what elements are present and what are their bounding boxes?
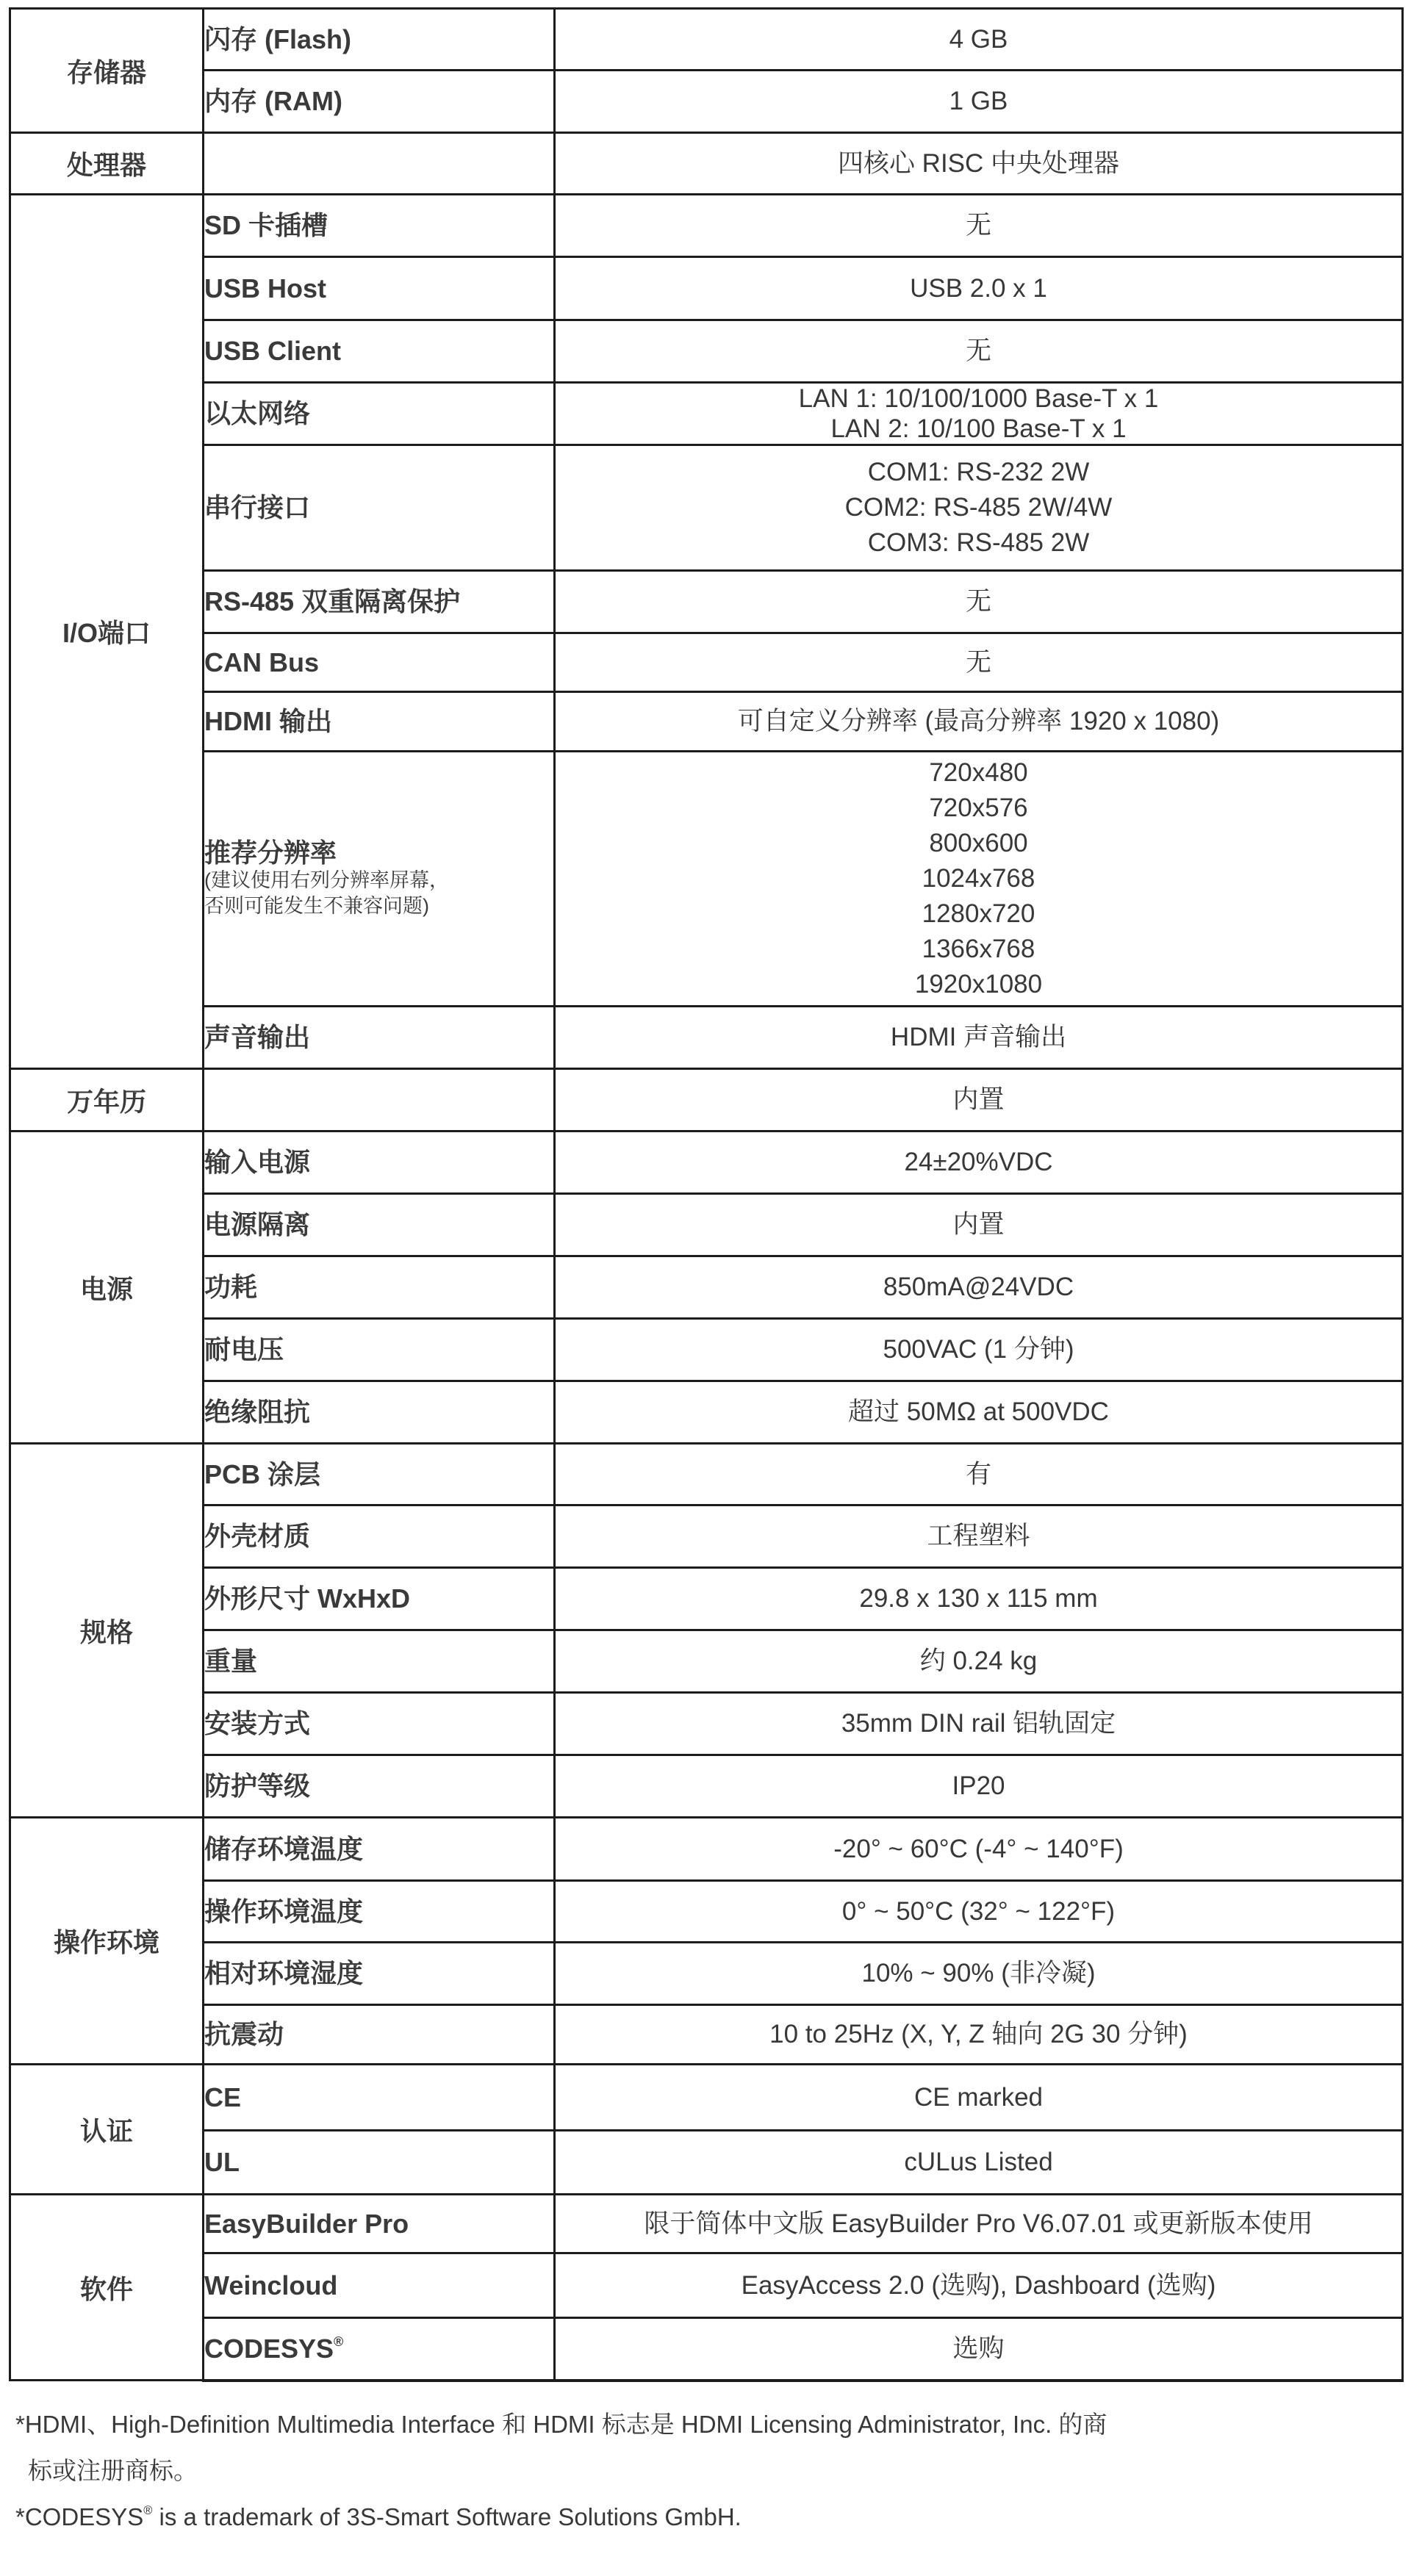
registered-trademark-symbol: ® <box>143 2504 153 2518</box>
row-mounting <box>10 1693 1403 1755</box>
item-value <box>555 692 1403 752</box>
item-note: (建议使用右列分辨率屏幕， <box>204 869 449 891</box>
row-isolation-resistance <box>10 1381 1403 1444</box>
item-value <box>555 1069 1403 1132</box>
item-label: 外形尺寸 WxHxD <box>204 1568 555 1630</box>
item-value <box>555 633 1403 692</box>
row-storage-temperature <box>10 1818 1403 1881</box>
value-line: -20° ~ 60°C (-4° ~ 140°F) <box>833 1834 1124 1863</box>
item-label: 以太网络 <box>204 383 555 445</box>
row-can-bus <box>10 633 1403 692</box>
row-usb-client <box>10 320 1403 383</box>
group-rtc: 万年历 <box>10 1069 204 1132</box>
resolution-line: 1366x768 <box>922 935 1035 963</box>
item-value <box>555 71 1403 133</box>
value-line: COM3: RS-485 2W <box>867 528 1090 557</box>
row-input-power <box>10 1132 1403 1194</box>
value-line: 超过 50MΩ at 500VDC <box>848 1397 1109 1426</box>
value-line: 有 <box>965 1459 991 1489</box>
value-line: IP20 <box>952 1771 1005 1800</box>
item-label: 重量 <box>204 1630 555 1693</box>
item-value <box>555 1943 1403 2005</box>
row-weight <box>10 1630 1403 1693</box>
item-label: 电源隔离 <box>204 1194 555 1256</box>
value-line: 500VAC (1 分钟) <box>883 1335 1074 1364</box>
item-label: 耐电压 <box>204 1319 555 1381</box>
item-value <box>555 445 1403 571</box>
item-label-empty <box>204 133 555 195</box>
item-value <box>555 1505 1403 1568</box>
group-power: 电源 <box>10 1132 204 1444</box>
value-line: EasyAccess 2.0 (选购), Dashboard (选购) <box>741 2270 1216 2300</box>
value-line: 850mA@24VDC <box>883 1273 1074 1301</box>
row-rs485-isolation <box>10 571 1403 633</box>
spec-table <box>9 7 1404 2382</box>
row-operating-temperature <box>10 1881 1403 1943</box>
item-label: 防护等级 <box>204 1755 555 1818</box>
item-label: 串行接口 <box>204 445 555 571</box>
item-value <box>555 1194 1403 1256</box>
value-line: LAN 2: 10/100 Base-T x 1 <box>830 414 1127 443</box>
item-note: 否则可能发生不兼容问题) <box>204 895 429 917</box>
row-flash <box>10 9 1403 71</box>
value-line: 35mm DIN rail 铝轨固定 <box>841 1709 1116 1738</box>
item-label: 抗震动 <box>204 2005 555 2065</box>
row-ram <box>10 71 1403 133</box>
item-label: 功耗 <box>204 1256 555 1319</box>
row-sd-slot <box>10 195 1403 257</box>
item-value <box>555 383 1403 445</box>
value-line: 24±20%VDC <box>904 1148 1053 1176</box>
value-line: 选购 <box>952 2334 1005 2363</box>
footnote-prefix: *CODESYS <box>15 2503 144 2530</box>
item-value <box>555 1256 1403 1319</box>
item-label: HDMI 输出 <box>204 692 555 752</box>
item-value <box>555 2253 1403 2318</box>
value-line: 10 to 25Hz (X, Y, Z 轴向 2G 30 分钟) <box>769 2020 1188 2048</box>
resolution-line: 1024x768 <box>922 864 1035 893</box>
item-value <box>555 1693 1403 1755</box>
value-line: 0° ~ 50°C (32° ~ 122°F) <box>841 1896 1116 1926</box>
item-value <box>555 2131 1403 2195</box>
resolution-line: 800x600 <box>929 829 1028 857</box>
item-value <box>555 1319 1403 1381</box>
item-label: Weincloud <box>204 2253 555 2318</box>
item-label <box>204 2318 555 2381</box>
value-line: HDMI 声音输出 <box>890 1023 1067 1051</box>
item-value <box>555 1444 1403 1505</box>
value-line: 29.8 x 130 x 115 mm <box>859 1584 1098 1613</box>
item-label: CE <box>204 2065 555 2131</box>
row-ethernet <box>10 383 1403 445</box>
row-serial <box>10 445 1403 571</box>
item-label: SD 卡插槽 <box>204 195 555 257</box>
value-line: 4 GB <box>949 24 1008 54</box>
value-line: LAN 1: 10/100/1000 Base-T x 1 <box>798 384 1159 413</box>
resolution-line: 720x576 <box>929 794 1028 822</box>
value-line: 无 <box>965 211 991 240</box>
item-label-text: CODESYS <box>204 2333 334 2364</box>
row-rtc <box>10 1069 1403 1132</box>
item-label: 相对环境湿度 <box>204 1943 555 2005</box>
footnote-line <box>15 2494 1404 2540</box>
group-storage: 存储器 <box>10 9 204 133</box>
item-label: RS-485 双重隔离保护 <box>204 571 555 633</box>
footnote-hdmi <box>15 2401 1404 2494</box>
item-label: 内存 (RAM) <box>204 71 555 133</box>
resolution-line: 1920x1080 <box>914 970 1043 999</box>
item-value <box>555 133 1403 195</box>
item-label: USB Host <box>204 257 555 320</box>
row-recommended-resolution <box>10 752 1403 1007</box>
item-label <box>204 752 555 1007</box>
item-title: 推荐分辨率 <box>204 838 337 868</box>
footnote-line: 标或注册商标。 <box>28 2457 198 2484</box>
value-line: CE marked <box>913 2082 1044 2112</box>
item-value <box>555 257 1403 320</box>
item-value <box>555 1755 1403 1818</box>
value-line: 内置 <box>952 1210 1005 1239</box>
value-line: 可自定义分辨率 (最高分辨率 1920 x 1080) <box>737 707 1220 735</box>
group-specification: 规格 <box>10 1444 204 1818</box>
value-line: 限于简体中文版 EasyBuilder Pro V6.07.01 或更新版本使用 <box>644 2209 1313 2238</box>
row-processor <box>10 133 1403 195</box>
value-line: 工程塑料 <box>927 1522 1030 1550</box>
item-value <box>555 9 1403 71</box>
footnote-line: *HDMI、High-Definition Multimedia Interface 和 HDMI 标志是 HDMI Licensing Administrator, Inc. 的商 <box>15 2411 1107 2438</box>
item-label: 储存环境温度 <box>204 1818 555 1881</box>
item-value <box>555 1007 1403 1069</box>
resolution-line: 720x480 <box>929 758 1028 787</box>
item-value <box>555 2195 1403 2253</box>
item-label: EasyBuilder Pro <box>204 2195 555 2253</box>
row-enclosure <box>10 1505 1403 1568</box>
row-pcb-coating <box>10 1444 1403 1505</box>
row-protection-rating <box>10 1755 1403 1818</box>
item-value <box>555 1818 1403 1881</box>
item-value <box>555 1630 1403 1693</box>
value-line: 无 <box>965 587 991 616</box>
item-value <box>555 2005 1403 2065</box>
footnote-codesys <box>15 2494 1404 2540</box>
item-label: 安装方式 <box>204 1693 555 1755</box>
row-dimensions <box>10 1568 1403 1630</box>
value-line: COM1: RS-232 2W <box>867 458 1090 486</box>
item-label: 输入电源 <box>204 1132 555 1194</box>
item-value <box>555 1881 1403 1943</box>
item-label: 操作环境温度 <box>204 1881 555 1943</box>
row-ul <box>10 2131 1403 2195</box>
value-line: 1 GB <box>949 87 1008 115</box>
item-value <box>555 1381 1403 1444</box>
value-line: 四核心 RISC 中央处理器 <box>837 148 1120 178</box>
item-label: UL <box>204 2131 555 2195</box>
footnote-suffix: is a trademark of 3S-Smart Software Solutions GmbH. <box>152 2503 742 2530</box>
item-label: 绝缘阻抗 <box>204 1381 555 1444</box>
group-io-ports: I/O端口 <box>10 195 204 1069</box>
value-line: 约 0.24 kg <box>919 1647 1038 1675</box>
group-environment: 操作环境 <box>10 1818 204 2065</box>
item-label: USB Client <box>204 320 555 383</box>
row-weincloud <box>10 2253 1403 2318</box>
value-line: 内置 <box>952 1085 1005 1114</box>
item-label: PCB 涂层 <box>204 1444 555 1505</box>
item-value <box>555 320 1403 383</box>
row-vibration <box>10 2005 1403 2065</box>
row-hdmi-output <box>10 692 1403 752</box>
item-label-empty <box>204 1069 555 1132</box>
item-value <box>555 1132 1403 1194</box>
value-line: USB 2.0 x 1 <box>910 273 1047 303</box>
item-label: 声音输出 <box>204 1007 555 1069</box>
item-value <box>555 571 1403 633</box>
item-value <box>555 752 1403 1007</box>
row-easybuilder-pro <box>10 2195 1403 2253</box>
footnotes <box>15 2401 1404 2540</box>
item-label: 外壳材质 <box>204 1505 555 1568</box>
item-value <box>555 2318 1403 2381</box>
value-line: 10% ~ 90% (非冷凝) <box>861 1959 1096 1987</box>
value-line: cULus Listed <box>904 2148 1053 2176</box>
group-certification: 认证 <box>10 2065 204 2195</box>
row-power-consumption <box>10 1256 1403 1319</box>
row-audio-output <box>10 1007 1403 1069</box>
row-power-isolation <box>10 1194 1403 1256</box>
row-ce <box>10 2065 1403 2131</box>
resolution-line: 1280x720 <box>922 899 1035 928</box>
item-label: CAN Bus <box>204 633 555 692</box>
row-voltage-resistance <box>10 1319 1403 1381</box>
group-software: 软件 <box>10 2195 204 2381</box>
group-processor: 处理器 <box>10 133 204 195</box>
row-codesys <box>10 2318 1403 2381</box>
item-label: 闪存 (Flash) <box>204 9 555 71</box>
item-value <box>555 1568 1403 1630</box>
value-line: 无 <box>965 647 991 677</box>
item-value <box>555 2065 1403 2131</box>
value-line: 无 <box>965 337 991 365</box>
item-value <box>555 195 1403 257</box>
row-relative-humidity <box>10 1943 1403 2005</box>
value-line: COM2: RS-485 2W/4W <box>844 493 1113 522</box>
registered-trademark-symbol: ® <box>334 2334 344 2349</box>
row-usb-host <box>10 257 1403 320</box>
